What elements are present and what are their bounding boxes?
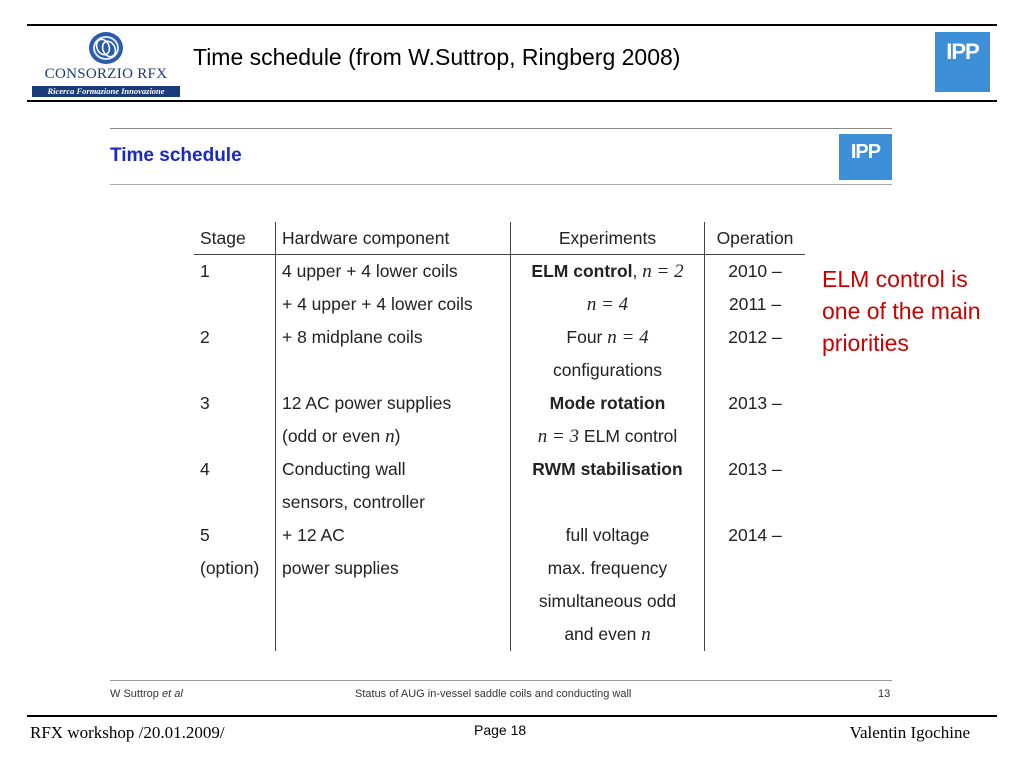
hardware-cell: Conducting wall (276, 453, 511, 486)
experiment-math: n = 3 (537, 425, 580, 447)
col-header-experiments: Experiments (511, 222, 705, 255)
experiment-math: n (641, 623, 651, 645)
experiment-cell: RWM stabilisation (511, 453, 705, 486)
inner-footer-author (110, 688, 183, 700)
experiment-math: n = 4 (607, 326, 649, 348)
stage-cell (194, 288, 276, 321)
stage-cell: 3 (194, 387, 276, 420)
experiment-text: ELM control (579, 425, 678, 446)
schedule-table (194, 222, 805, 651)
stage-cell: 5 (194, 519, 276, 552)
inner-slide-title-rule (110, 184, 892, 185)
inner-footer-author-name: W Suttrop (110, 688, 162, 700)
header-bottom-rule (27, 100, 997, 102)
experiment-cell (511, 420, 705, 453)
operation-cell (705, 552, 806, 585)
experiment-math: n = 2 (642, 260, 684, 282)
experiment-text: , (632, 260, 643, 281)
rfx-emblem-icon (86, 30, 126, 66)
hardware-cell: + 4 upper + 4 lower coils (276, 288, 511, 321)
experiment-cell (511, 288, 705, 321)
table-row (194, 519, 805, 552)
inner-ipp-logo (839, 134, 892, 180)
experiment-text: and even (564, 623, 642, 644)
footer-event: RFX workshop /20.01.2009/ (30, 723, 225, 742)
table-row (194, 387, 805, 420)
operation-cell: 2012 – (728, 327, 782, 347)
experiment-cell: max. frequency (511, 552, 705, 585)
slide-title: Time schedule (from W.Suttrop, Ringberg 2008) (193, 44, 681, 70)
operation-cell (705, 618, 806, 651)
table-row (194, 618, 805, 651)
table-row (194, 585, 805, 618)
table-row (194, 420, 805, 453)
inner-slide-footer-rule (110, 680, 892, 681)
stage-cell: 1 (194, 255, 276, 289)
experiment-cell (511, 486, 705, 519)
hardware-cell: 4 upper + 4 lower coils (276, 255, 511, 289)
hardware-cell: + 12 AC (276, 519, 511, 552)
col-header-stage: Stage (194, 222, 276, 255)
stage-cell: (option) (194, 552, 276, 585)
operation-cell: 2014 – (728, 525, 782, 545)
table-row (194, 321, 805, 354)
rfx-logo-name: CONSORZIO RFX (44, 66, 168, 82)
ipp-logo-text: IPP (946, 39, 979, 64)
experiment-cell: Mode rotation (511, 387, 705, 420)
operation-cell (705, 420, 806, 453)
hardware-cell: + 8 midplane coils (276, 321, 511, 354)
table-row (194, 453, 805, 486)
table-row (194, 354, 805, 387)
table-row (194, 486, 805, 519)
stage-cell (194, 354, 276, 387)
operation-cell: 2011 – (728, 294, 782, 314)
ipp-logo (935, 32, 990, 92)
col-header-hardware: Hardware component (276, 222, 511, 255)
hardware-cell (276, 618, 511, 651)
experiment-math: n = 4 (586, 293, 629, 315)
inner-ipp-logo-text: IPP (850, 141, 881, 163)
hardware-cell: power supplies (276, 552, 511, 585)
hardware-cell (276, 354, 511, 387)
table-row (194, 288, 805, 321)
stage-cell (194, 618, 276, 651)
header-top-rule (27, 24, 997, 26)
col-header-operation: Operation (705, 222, 806, 255)
consorzio-rfx-logo (30, 29, 182, 99)
inner-slide-title: Time schedule (110, 145, 242, 166)
inner-footer-subtitle: Status of AUG in-vessel saddle coils and conducting wall (355, 688, 632, 700)
annotation-note: ELM control is one of the main priorities (822, 266, 981, 356)
inner-slide-top-rule (110, 128, 892, 129)
experiment-cell (511, 618, 705, 651)
operation-cell: 2013 – (728, 459, 782, 479)
table-row (194, 552, 805, 585)
experiment-text: Four (566, 326, 608, 347)
stage-cell (194, 585, 276, 618)
footer-author: Valentin Igochine (849, 723, 970, 742)
operation-cell: 2013 – (728, 393, 782, 413)
experiment-cell (511, 321, 705, 354)
experiment-cell: configurations (511, 354, 705, 387)
footer-page-number: Page 18 (474, 722, 527, 738)
table-header-row (194, 222, 805, 255)
footer-rule (27, 715, 997, 717)
hardware-math: n (385, 425, 395, 447)
operation-cell (705, 354, 806, 387)
experiment-cell: full voltage (511, 519, 705, 552)
hardware-cell: sensors, controller (276, 486, 511, 519)
stage-cell (194, 486, 276, 519)
hardware-cell (276, 585, 511, 618)
operation-cell (705, 585, 806, 618)
inner-footer-page-number: 13 (878, 688, 891, 700)
table-row (194, 255, 805, 289)
operation-cell (705, 486, 806, 519)
experiment-bold: ELM control (531, 260, 633, 281)
stage-cell: 4 (194, 453, 276, 486)
experiment-cell: simultaneous odd (511, 585, 705, 618)
rfx-logo-tagline: Ricerca Formazione Innovazione (32, 86, 180, 97)
hardware-text: (odd or even (282, 425, 386, 446)
experiment-cell (511, 255, 705, 289)
stage-cell (194, 420, 276, 453)
hardware-cell (276, 420, 511, 453)
hardware-text-end: ) (394, 425, 401, 446)
hardware-cell: 12 AC power supplies (276, 387, 511, 420)
inner-footer-author-etal: et al (161, 688, 183, 700)
stage-cell: 2 (194, 321, 276, 354)
operation-cell: 2010 – (728, 261, 782, 281)
